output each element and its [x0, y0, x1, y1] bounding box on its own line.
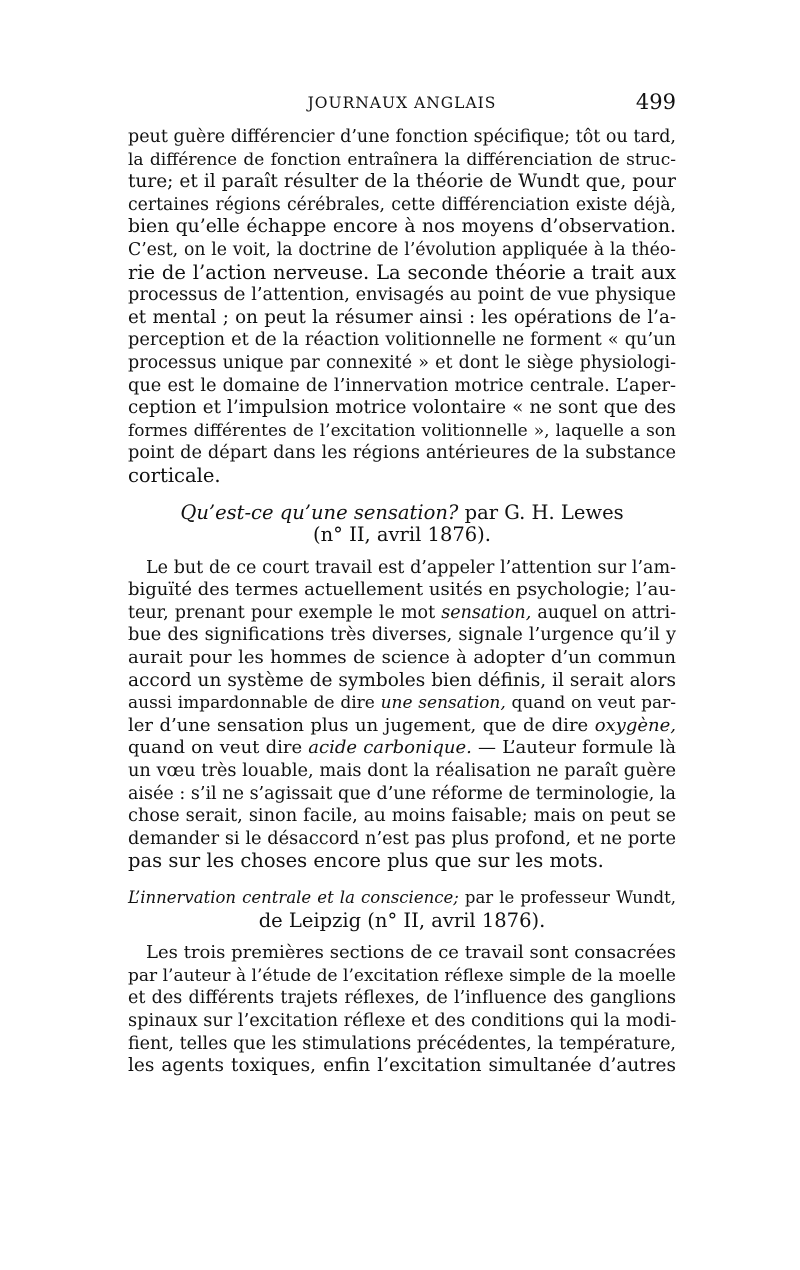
text-line: aisée : s’il ne s’agissait que d’une réforme de terminologie, la: [128, 783, 676, 804]
text-line: bue des significations très diverses, signale l’urgence qu’il y: [128, 625, 676, 646]
section-title-author: par le professeur Wundt,: [458, 888, 676, 907]
text-run: aussi impardonnable de dire: [128, 693, 381, 714]
text-run: ler d’une sensation plus un jugement, que de dire: [128, 714, 595, 736]
section-heading: [128, 502, 676, 525]
section-heading: [128, 887, 676, 910]
text-line: et mental ; on peut la résumer ainsi : les opérations de l’a-: [128, 306, 676, 328]
text-line: un vœu très louable, mais dont la réalisation ne paraît guère: [128, 761, 676, 782]
text-run: auquel on attri-: [531, 602, 677, 623]
text-line: accord un système de symboles bien définis, il serait alors: [128, 669, 676, 691]
text-line: processus de l’attention, envisagés au point de vue physique: [128, 285, 676, 306]
text-line: ception et l’impulsion motrice volontaire « ne sont que des: [128, 397, 676, 419]
section-title-italic: Qu’est-ce qu’une sensation?: [180, 500, 459, 524]
text-line: formes différentes de l’excitation volitionnelle », laquelle a son: [128, 420, 676, 441]
italic-term: sensation,: [441, 602, 532, 623]
italic-term: acide carbonique.: [308, 737, 472, 759]
text-line: peut guère différencier d’une fonction spécifique; tôt ou tard,: [128, 127, 676, 147]
text-line: biguïté des termes actuellement usités en psychologie; l’au-: [128, 579, 676, 601]
text-line: les agents toxiques, enfin l’excitation simultanée d’autres: [128, 1055, 676, 1077]
text-line: rie de l’action nerveuse. La seconde théorie a trait aux: [128, 260, 676, 284]
text-line: certaines régions cérébrales, cette différenciation existe déjà,: [128, 194, 676, 215]
text-line: spinaux sur l’excitation réflexe et des conditions qui la modi-: [128, 1010, 677, 1031]
text-line: ture; et il paraît résulter de la théorie de Wundt que, pour: [128, 171, 676, 193]
section-title-italic: L’innervation centrale et la conscience;: [128, 888, 459, 907]
text-line: la différence de fonction entraînera la différenciation de struc-: [128, 149, 676, 170]
text-run: — L’auteur formule là: [471, 737, 676, 759]
text-line: et des différents trajets réflexes, de l’influence des ganglions: [128, 988, 676, 1009]
text-line: par l’auteur à l’étude de l’excitation réflexe simple de la moelle: [128, 965, 676, 986]
text-line: [128, 737, 676, 760]
text-line: que est le domaine de l’innervation motrice centrale. L’aper-: [128, 375, 676, 396]
text-line: [128, 692, 676, 715]
text-line: processus unique par connexité » et dont le siège physiologi-: [128, 352, 676, 373]
body-text: [128, 126, 676, 1078]
page-number: 499: [635, 90, 676, 114]
text-line: corticale.: [128, 463, 221, 487]
text-line: C’est, on le voit, la doctrine de l’évolution appliquée à la théo-: [128, 239, 676, 260]
text-line: pas sur les choses encore plus que sur les mots.: [128, 849, 604, 873]
text-line: fient, telles que les stimulations précédentes, la température,: [128, 1033, 676, 1054]
text-line: Les trois premières sections de ce travail sont consacrées: [146, 942, 676, 964]
text-run: teur, prenant pour exemple le mot: [128, 602, 442, 623]
text-run: quand on veut dire: [128, 737, 309, 759]
running-title: JOURNAUX ANGLAIS: [307, 94, 497, 112]
text-run: quand on veut par-: [505, 693, 677, 714]
running-head: [128, 92, 676, 116]
text-line: demander si le désaccord n’est pas plus profond, et ne porte: [128, 828, 676, 849]
section-source: (n° II, avril 1876).: [313, 523, 491, 547]
text-line: point de départ dans les régions antérieures de la substance: [128, 443, 676, 464]
text-line: chose serait, sinon facile, au moins faisable; mais on peut se: [128, 806, 676, 827]
text-line: Le but de ce court travail est d’appeler l’attention sur l’am-: [146, 557, 676, 578]
text-line: perception et de la réaction volitionnelle ne forment « qu’un: [128, 330, 676, 351]
text-line: [128, 602, 676, 625]
section-source: de Leipzig (n° II, avril 1876).: [258, 908, 546, 932]
text-line: [128, 715, 676, 738]
italic-term: une sensation,: [380, 693, 506, 714]
text-line: bien qu’elle échappe encore à nos moyens d’observation.: [128, 216, 676, 238]
italic-term: oxygène,: [594, 714, 676, 736]
text-line: aurait pour les hommes de science à adopter d’un commun: [128, 647, 676, 669]
section-title-author: par G. H. Lewes: [458, 500, 624, 524]
